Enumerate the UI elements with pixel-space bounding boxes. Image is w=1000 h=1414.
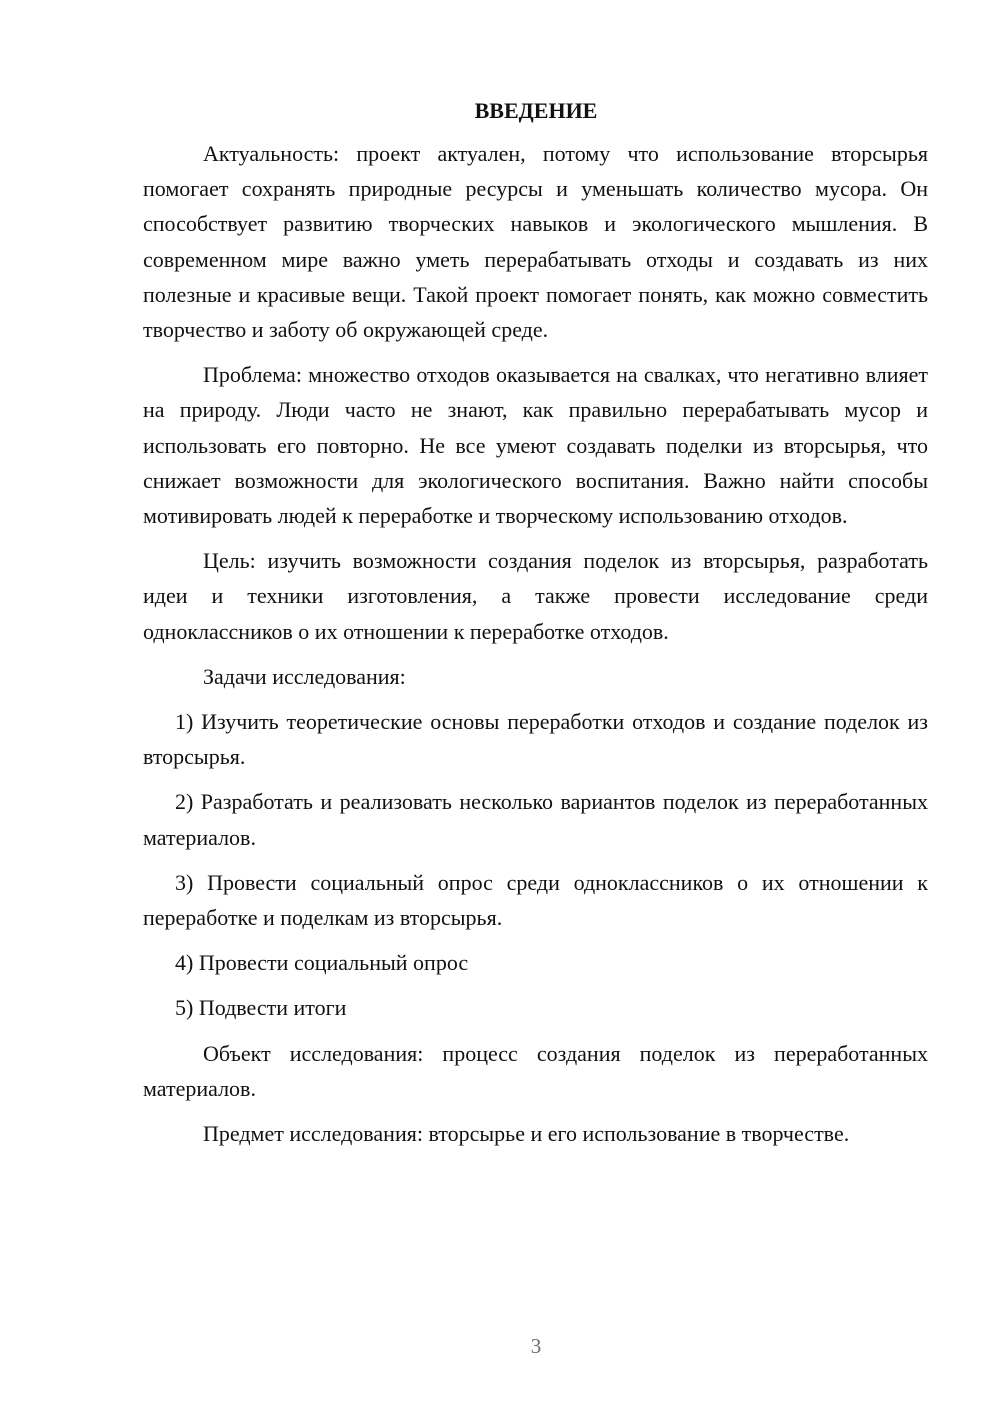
paragraph-subject: Предмет исследования: вторсырье и его использование в творчестве.: [203, 1121, 850, 1147]
paragraph-object: Объект исследования: процесс создания поделок из переработанных материалов.: [143, 1040, 928, 1101]
page-title: ВВЕДЕНИЕ: [474, 98, 598, 123]
task-item-3: 3) Провести социальный опрос среди одноклассников о их отношении к переработке и поделкам из вторсырья.: [143, 869, 928, 931]
paragraph-problem: Проблема: множество отходов оказывается на свалках, что негативно влияет на природу. Люди часто не знают, как правильно перерабатывать мусор и использовать его повторно. Не все умеют создавать поделки из вторсырья, что снижает возможности для экологического воспитания. Важно найти способы мотивировать людей к переработке и творческому использованию отходов.: [143, 362, 928, 529]
task-item-1: 1) Изучить теоретические основы переработки отходов и создание поделок из вторсырья.: [143, 709, 928, 770]
page-content: [143, 93, 928, 1161]
task-item-2: 2) Разработать и реализовать несколько вариантов поделок из переработанных материалов.: [143, 789, 928, 850]
tasks-heading: Задачи исследования:: [203, 663, 406, 689]
page-number: 3: [530, 1334, 542, 1358]
paragraph-relevance: Актуальность: проект актуален, потому что использование вторсырья помогает сохранять природные ресурсы и уменьшать количество мусора. Он способствует развитию творческих навыков и экологического мышления. В современном мире важно уметь перерабатывать отходы и создавать из них полезные и красивые вещи. Такой проект помогает понять, как можно совместить творчество и заботу об окружающей среде.: [143, 141, 928, 343]
task-item-5: 5) Подвести итоги: [175, 995, 347, 1021]
task-item-4: 4) Провести социальный опрос: [175, 950, 469, 976]
paragraph-goal: Цель: изучить возможности создания поделок из вторсырья, разработать идеи и техники изготовления, а также провести исследование среди одноклассников о их отношении к переработке отходов.: [143, 548, 928, 644]
